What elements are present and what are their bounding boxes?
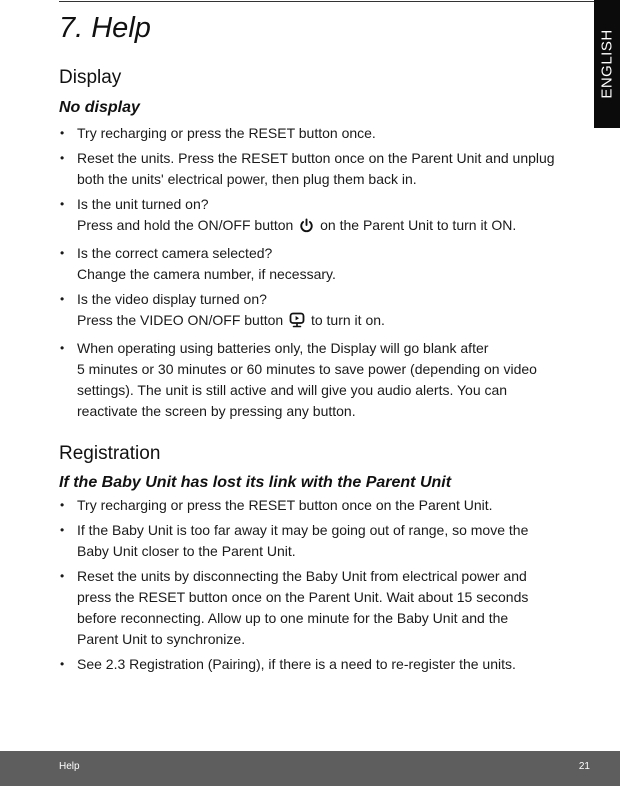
list-item: • Reset the units. Press the RESET button once on the Parent Unit and unplug both the units' electrical power, then plug them back in. (60, 150, 555, 187)
chapter-title: 7. Help (59, 12, 151, 44)
bullet-icon: • (60, 151, 65, 165)
section-heading-display: Display (59, 67, 122, 88)
list-item: • If the Baby Unit is too far away it may be going out of range, so move the Baby Unit closer to the Parent Unit. (60, 522, 529, 559)
list-item: • Try recharging or press the RESET button once. (59, 123, 589, 144)
language-tab (594, 0, 620, 128)
bullet-icon: • (60, 498, 65, 512)
header-rule (59, 1, 594, 2)
list-item: • Try recharging or press the RESET button once on the Parent Unit. (59, 495, 589, 516)
video-display-icon (289, 312, 305, 334)
list-item: • Reset the units by disconnecting the Baby Unit from electrical power and press the RESET button once on the Parent Unit. Wait about 15 seconds before reconnecting. Allow up to one minute for the Baby Unit and the Parent Unit to synchronize. (60, 568, 529, 647)
bullet-icon: • (60, 126, 65, 140)
page-content (59, 8, 589, 679)
subheading-lost-link: If the Baby Unit has lost its link with the Parent Unit (59, 474, 452, 491)
footer-section-name: Help (59, 761, 80, 772)
bullet-icon: • (60, 569, 65, 583)
list-item: • Is the correct camera selected? Change the camera number, if necessary. (60, 245, 336, 282)
section-heading-registration: Registration (59, 443, 161, 464)
page-footer (0, 751, 620, 786)
list-item: • Is the video display turned on? Press the VIDEO ON/OFF button to turn it on. (59, 289, 589, 334)
language-label: ENGLISH (598, 29, 616, 99)
bullet-icon: • (60, 657, 65, 671)
bullet-icon: • (60, 292, 65, 306)
list-item: • Is the unit turned on? Press and hold the ON/OFF button on the Parent Unit to turn it ON. (59, 194, 589, 239)
footer-page-number: 21 (578, 761, 590, 772)
bullet-icon: • (60, 341, 65, 355)
list-item: • See 2.3 Registration (Pairing), if there is a need to re-register the units. (59, 654, 589, 675)
bullet-icon: • (60, 523, 65, 537)
subheading-no-display: No display (59, 99, 140, 116)
bullet-icon: • (60, 246, 65, 260)
bullet-icon: • (60, 197, 65, 211)
list-item: • When operating using batteries only, the Display will go blank after 5 minutes or 30 minutes or 60 minutes to save power (depending on video settings). The unit is still active and will give you audio alerts. You can reactivate the screen by pressing any button. (60, 340, 537, 419)
power-icon (299, 218, 314, 239)
display-bullet-list (59, 123, 589, 422)
registration-bullet-list (59, 495, 589, 675)
